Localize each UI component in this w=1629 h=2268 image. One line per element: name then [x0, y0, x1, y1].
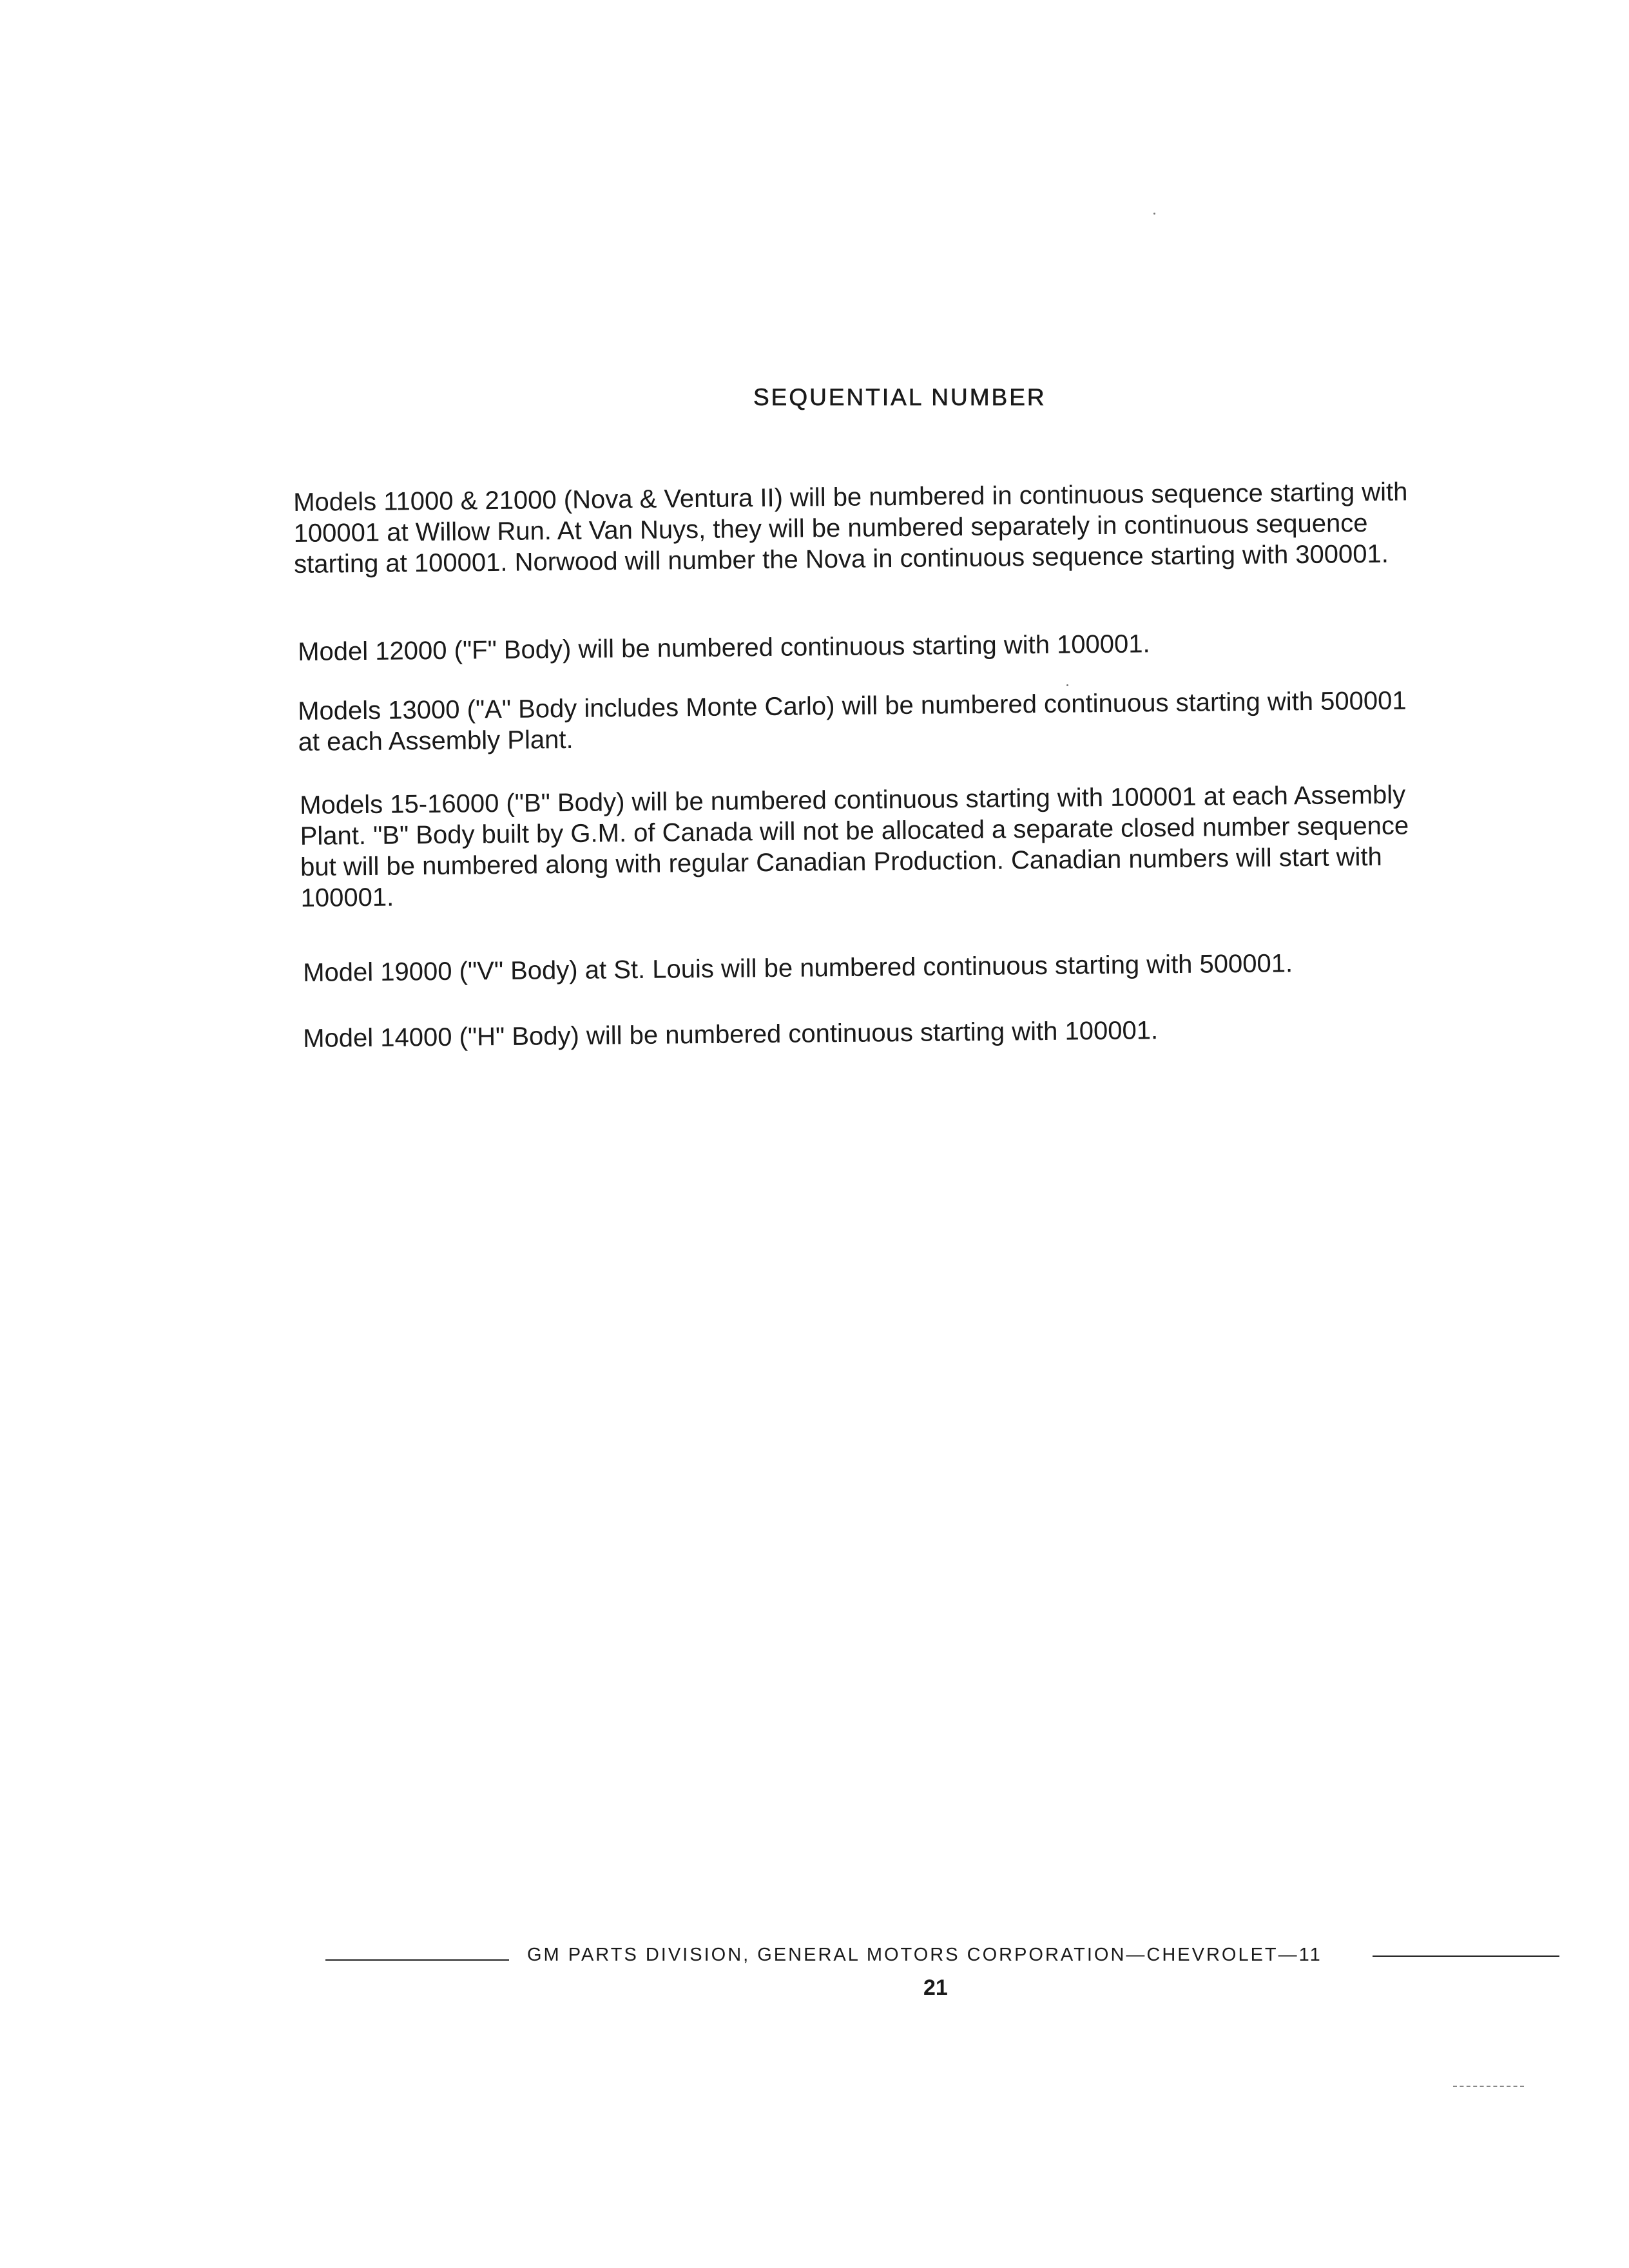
scan-mark [1453, 2086, 1524, 2087]
page-title: SEQUENTIAL NUMBER [753, 384, 1046, 410]
page-number: 21 [923, 1975, 948, 2000]
paragraph-f-body [298, 624, 1554, 668]
footer-text: GM PARTS DIVISION, GENERAL MOTORS CORPORATION—CHEVROLET—11 [527, 1945, 1322, 1965]
text-line: Models 15-16000 ("B" Body) will be numbered continuous starting with 100001 at each Assembly [300, 780, 1406, 820]
scan-speck [1153, 213, 1155, 215]
text-line: 100001 at Willow Run. At Van Nuys, they will be numbered separately in continuous sequence [293, 508, 1368, 548]
scan-speck [1066, 684, 1068, 686]
footer-rule-left [325, 1959, 509, 1961]
text-line: Model 12000 ("F" Body) will be numbered continuous starting with 100001. [298, 629, 1150, 666]
text-line: starting at 100001. Norwood will number the Nova in continuous sequence starting with 300001. [293, 539, 1389, 579]
text-line: Plant. "B" Body built by G.M. of Canada will not be allocated a separate closed number sequence [300, 811, 1409, 850]
paragraph-h-body [303, 1011, 1559, 1054]
paragraph-nova-ventura [293, 475, 1550, 580]
text-line: Models 11000 & 21000 (Nova & Ventura II) will be numbered in continuous sequence starting with [293, 477, 1408, 517]
paragraph-a-body [298, 684, 1555, 758]
footer-rule-right [1373, 1956, 1559, 1957]
paragraph-b-body [300, 778, 1557, 914]
text-line: Model 14000 ("H" Body) will be numbered continuous starting with 100001. [303, 1016, 1159, 1053]
text-line: but will be numbered along with regular Canadian Production. Canadian numbers will start with [300, 842, 1382, 881]
text-line: Models 13000 ("A" Body includes Monte Carlo) will be numbered continuous starting with 500001 [298, 686, 1407, 726]
text-line: Model 19000 ("V" Body) at St. Louis will be numbered continuous starting with 500001. [303, 949, 1293, 987]
text-line: 100001. [300, 883, 394, 912]
text-line: at each Assembly Plant. [298, 725, 574, 756]
paragraph-v-body [303, 945, 1559, 988]
